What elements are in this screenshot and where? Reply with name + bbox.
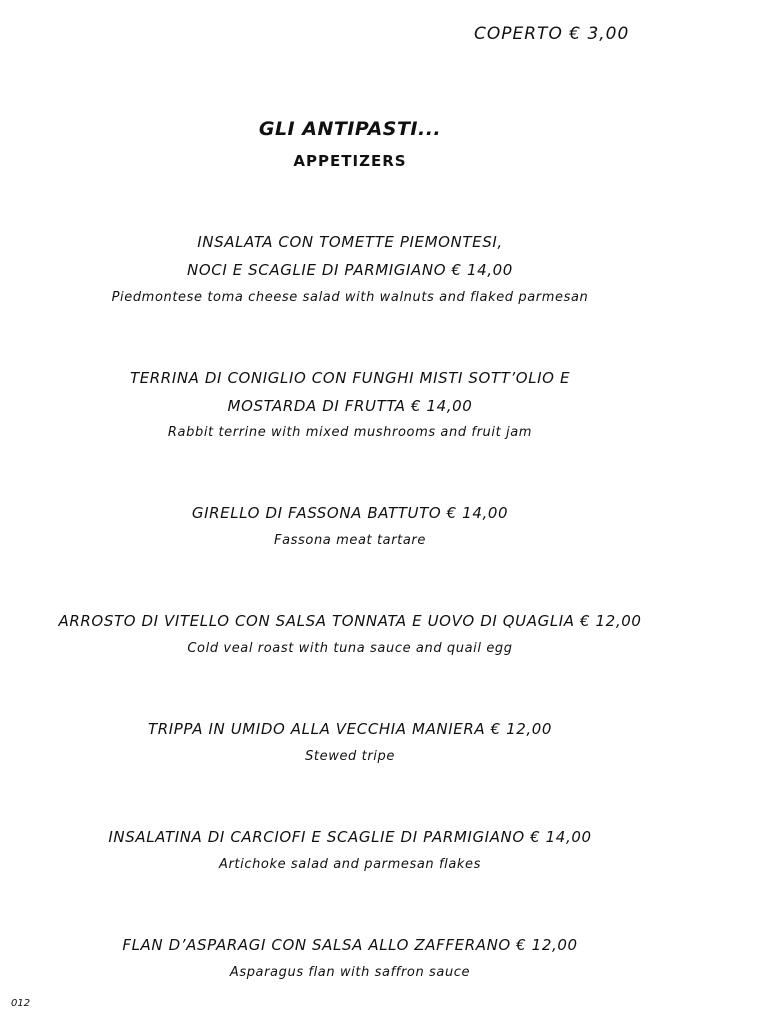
section-subtitle: APPETIZERS — [293, 152, 407, 170]
section-title: GLI ANTIPASTI... — [258, 118, 442, 140]
menu-item-name-line: ARROSTO DI VITELLO CON SALSA TONNATA E UOVO DI QUAGLIA € 12,00 — [58, 612, 642, 630]
menu-item-description: Rabbit terrine with mixed mushrooms and fruit jam — [167, 425, 533, 440]
menu-item-name-line: INSALATA CON TOMETTE PIEMONTESI, — [197, 233, 503, 251]
menu-item-name-line: TERRINA DI CONIGLIO CON FUNGHI MISTI SOTT’OLIO E — [129, 369, 571, 387]
page-number: 012 — [11, 998, 31, 1009]
menu-item-description: Fassona meat tartare — [274, 533, 426, 548]
menu-item-name-line: NOCI E SCAGLIE DI PARMIGIANO € 14,00 — [187, 261, 513, 279]
menu-item-description: Asparagus flan with saffron sauce — [229, 965, 471, 980]
menu-item-name-line: FLAN D’ASPARAGI CON SALSA ALLO ZAFFERANO € 12,00 — [122, 936, 578, 954]
menu-item-name-line: MOSTARDA DI FRUTTA € 14,00 — [227, 397, 473, 415]
menu-item-description: Piedmontese toma cheese salad with walnuts and flaked parmesan — [111, 290, 589, 305]
menu-item-name-line: INSALATINA DI CARCIOFI E SCAGLIE DI PARMIGIANO € 14,00 — [108, 828, 592, 846]
menu-item-name-line: GIRELLO DI FASSONA BATTUTO € 14,00 — [191, 504, 509, 522]
menu-item-description: Cold veal roast with tuna sauce and quail egg — [187, 641, 513, 656]
menu-item-description: Stewed tripe — [305, 749, 395, 764]
cover-charge: COPERTO € 3,00 — [474, 24, 630, 44]
menu-item-description: Artichoke salad and parmesan flakes — [218, 857, 482, 872]
menu-item-name-line: TRIPPA IN UMIDO ALLA VECCHIA MANIERA € 12,00 — [147, 720, 553, 738]
